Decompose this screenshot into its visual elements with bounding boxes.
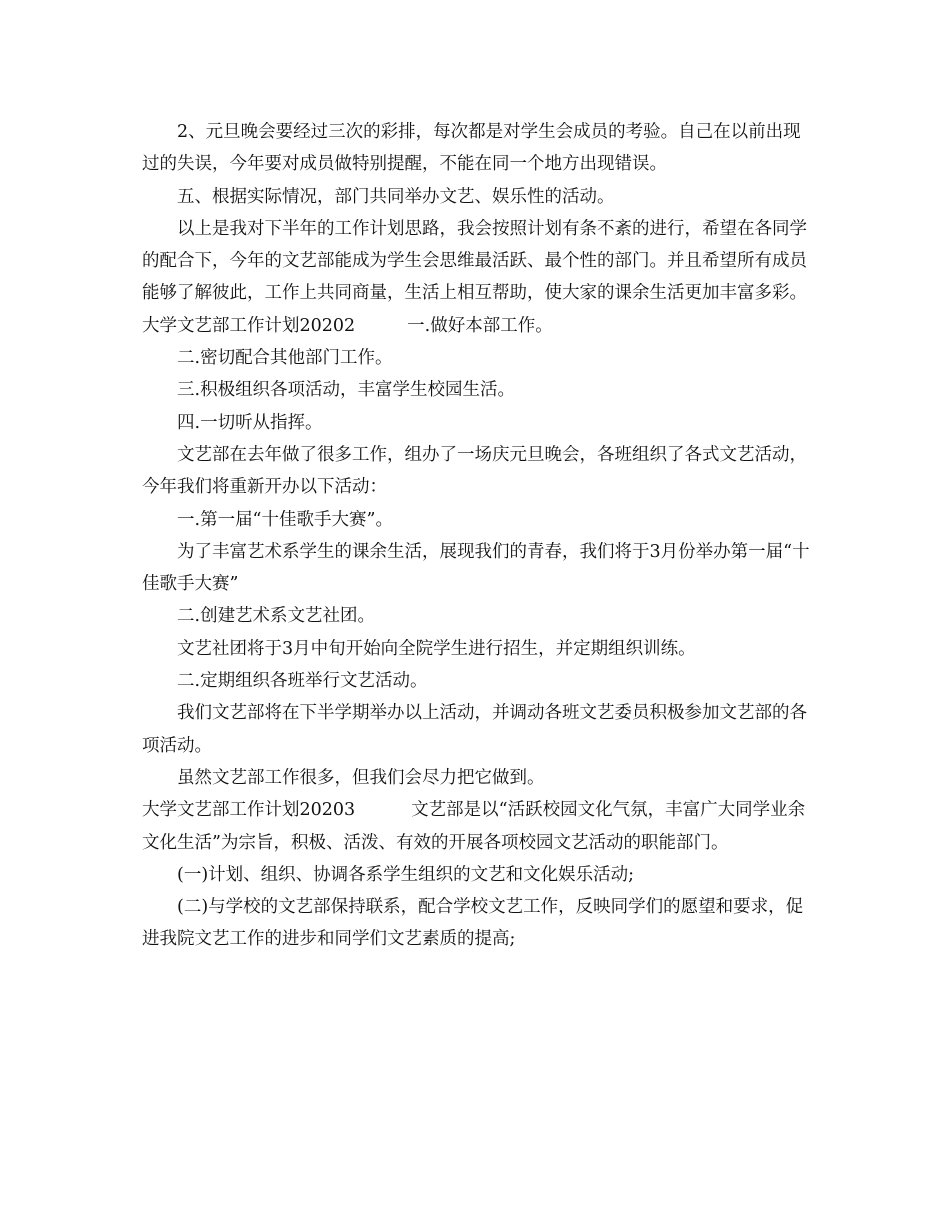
paragraph-text: 文艺部是以“活跃校园文化气氛，丰富广大同学业余文化生活”为宗旨，积极、活泼、有效的开展各项校园文艺活动的职能部门。 <box>142 800 806 853</box>
paragraph: 四.一切听从指挥。 <box>177 412 323 433</box>
section-heading-paragraph <box>142 794 812 859</box>
paragraph: 二.定期组织各班举行文艺活动。 <box>177 671 428 692</box>
section-title: 大学文艺部工作计划20202 <box>142 315 356 336</box>
paragraph: 虽然文艺部工作很多，但我们会尽力把它做到。 <box>177 767 545 788</box>
paragraph: 二.密切配合其他部门工作。 <box>177 348 393 369</box>
paragraph: 2、元旦晚会要经过三次的彩排，每次都是对学生会成员的考验。自己在以前出现过的失误，今年要对成员做特别提醒，不能在同一个地方出现错误。 <box>142 122 801 175</box>
document-body <box>142 116 812 956</box>
paragraph: 三.积极组织各项活动，丰富学生校园生活。 <box>177 380 516 401</box>
paragraph: (二)与学校的文艺部保持联系，配合学校文艺工作，反映同学们的愿望和要求，促进我院文艺工作的进步和同学们文艺素质的提高; <box>142 897 804 950</box>
paragraph: 为了丰富艺术系学生的课余生活，展现我们的青春，我们将于3月份举办第一届“十佳歌手大赛” <box>142 541 810 595</box>
paragraph: (一)计划、组织、协调各系学生组织的文艺和文化娱乐活动; <box>177 864 635 885</box>
paragraph: 二.创建艺术系文艺社团。 <box>177 606 376 627</box>
paragraph: 文艺社团将于3月中旬开始向全院学生进行招生，并定期组织训练。 <box>177 638 696 659</box>
paragraph: 文艺部在去年做了很多工作，组办了一场庆元旦晚会，各班组织了各式文艺活动，今年我们将重新开办以下活动： <box>142 444 807 498</box>
paragraph: 我们文艺部将在下半学期举办以上活动，并调动各班文艺委员积极参加文艺部的各项活动。 <box>142 703 807 756</box>
section-title: 大学文艺部工作计划20203 <box>142 800 356 821</box>
paragraph: 以上是我对下半年的工作计划思路，我会按照计划有条不紊的进行，希望在各同学的配合下，今年的文艺部能成为学生会思维最活跃、最个性的部门。并且希望所有成员能够了解彼此，工作上共同商量，生活上相互帮助，使大家的课余生活更加丰富多彩。 <box>142 218 807 304</box>
paragraph: 一.第一届“十佳歌手大赛”。 <box>177 509 393 530</box>
paragraph-text: 一.做好本部工作。 <box>407 315 553 336</box>
paragraph: 五、根据实际情况，部门共同举办文艺、娱乐性的活动。 <box>177 186 615 207</box>
section-heading-paragraph <box>142 310 812 342</box>
